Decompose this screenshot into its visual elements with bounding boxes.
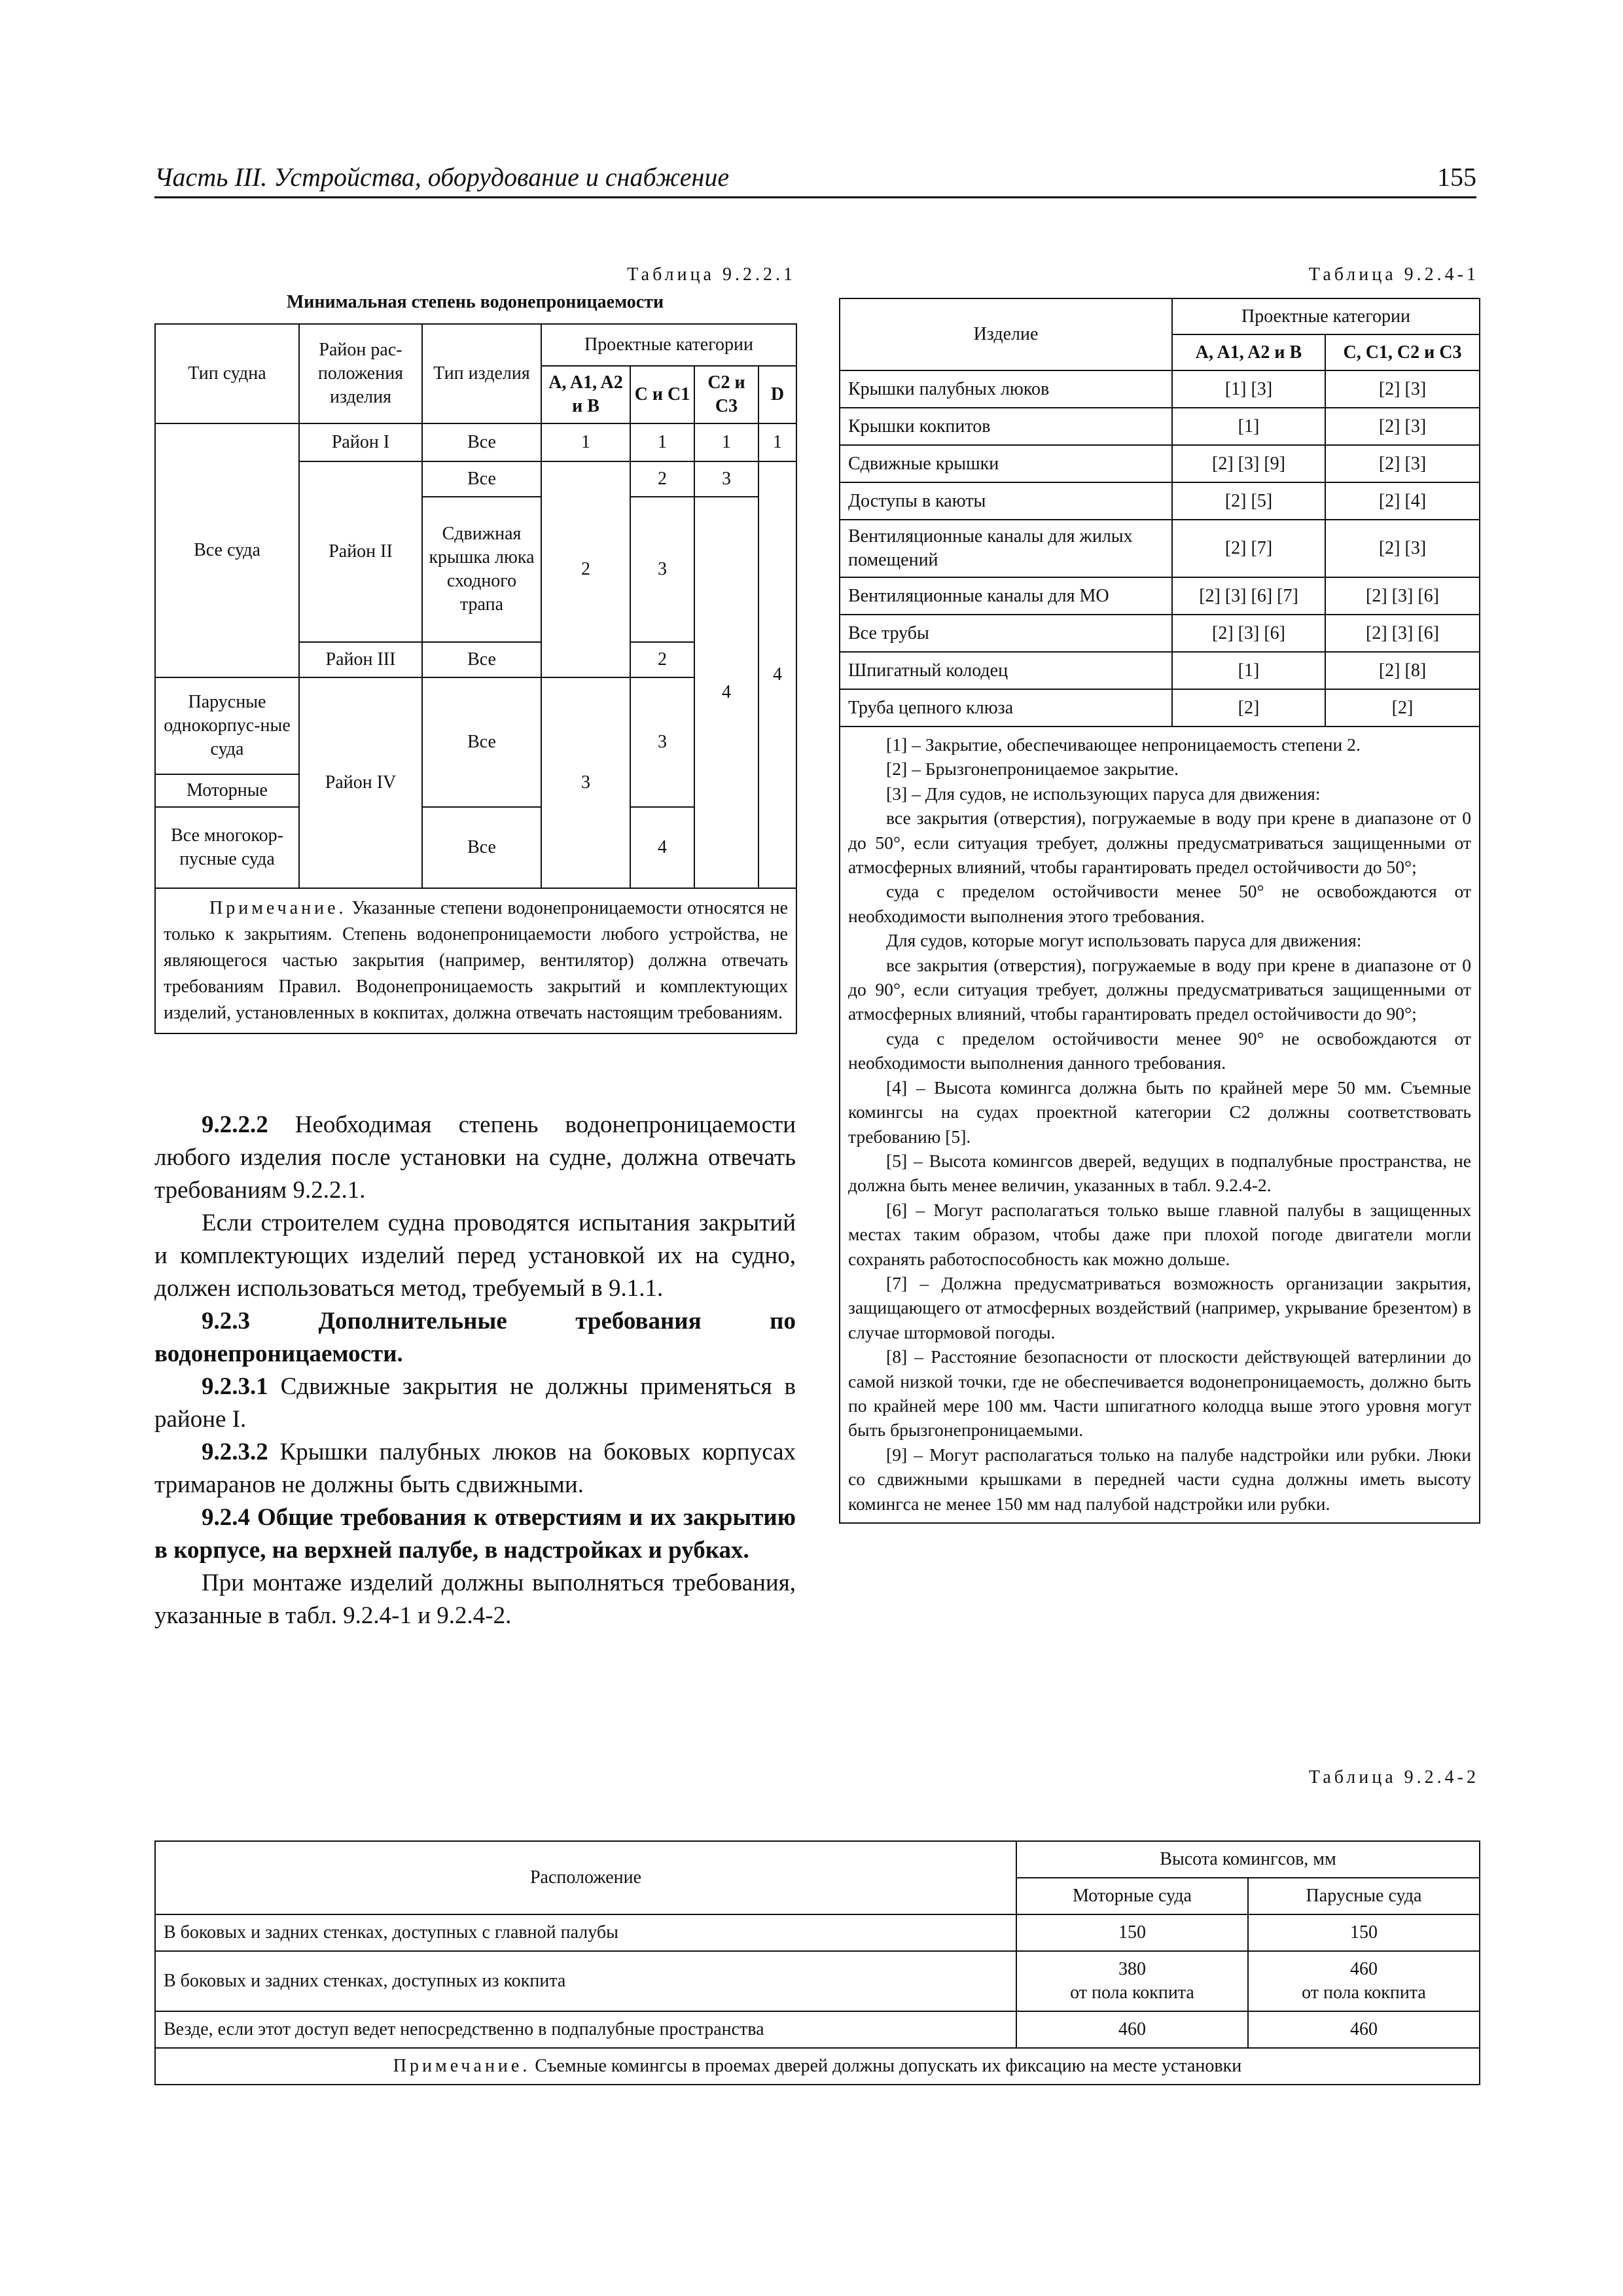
cell-value: 4 <box>694 497 758 888</box>
row-item: Крышки кокпитов <box>840 408 1172 445</box>
th-cat-d: D <box>758 366 796 423</box>
table-9241 <box>839 298 1480 1524</box>
row-c1: [2] [3] [6] [7] <box>1172 577 1325 615</box>
row-item: Крышки палубных люков <box>840 370 1172 408</box>
row-c2: [2] [3] <box>1325 445 1480 482</box>
body-text <box>154 1109 796 1632</box>
paragraph: Если строителем судна проводятся испытания закрытий и комплектующих изделий перед установкой их на судно, должен использоваться метод, требуемый в 9.1.1. <box>154 1210 796 1302</box>
cell-all: Все <box>422 807 541 888</box>
cell-area1: Район I <box>299 423 422 461</box>
section-heading: 9.2.3 Дополнительные требования по водонепроницаемости. <box>154 1308 796 1367</box>
note-item: [5] – Высота комингсов дверей, ведущих в подпалубные пространства, не должна быть менее величин, указанных в табл. 9.2.4-2. <box>848 1150 1471 1196</box>
cell-value: 1 <box>541 423 630 461</box>
row-sail: 460 от пола кокпита <box>1248 1951 1480 2011</box>
row-c2: [2] [3] [6] <box>1325 615 1480 652</box>
cell-value: 4 <box>630 807 694 888</box>
table-9242 <box>154 1840 1480 2085</box>
cell-value: 2 <box>541 461 630 677</box>
cell-all: Все <box>422 642 541 677</box>
paragraph: 9.2.2.2 Необходимая степень водонепроницаемости любого изделия после установки на судне, должна отвечать требованиям 9.2.2.1. <box>154 1111 796 1204</box>
cell-value: 3 <box>630 497 694 642</box>
th-location: Расположение <box>155 1841 1016 1914</box>
th-item: Изделие <box>840 298 1172 370</box>
note-item: суда с пределом остойчивости менее 50° не освобождаются от необходимости выполнения этого требования. <box>848 881 1471 926</box>
row-c1: [1] <box>1172 652 1325 689</box>
row-c1: [2] [3] [6] <box>1172 615 1325 652</box>
th-sail: Парусные суда <box>1248 1878 1480 1914</box>
row-c1: [2] [3] [9] <box>1172 445 1325 482</box>
row-motor: 380 от пола кокпита <box>1016 1951 1248 2011</box>
cell-all: Все <box>422 461 541 497</box>
table-9241-caption: Таблица 9.2.4-1 <box>1308 264 1479 285</box>
th-motor: Моторные суда <box>1016 1878 1248 1914</box>
row-sail-sub: от пола кокпита <box>1302 1982 1426 2003</box>
row-item: Вентиляционные каналы для МО <box>840 577 1172 615</box>
th-cat-c: C, C1, C2 и C3 <box>1325 334 1480 370</box>
row-sail: 150 <box>1248 1914 1480 1951</box>
note-item: [8] – Расстояние безопасности от плоскости действующей ватерлинии до самой низкой точки, где не обеспечивается водонепроницаемость, должно быть по крайней мере 100 мм. Части шпигатного колодца выше этого уровня могут быть брызгонепроницаемыми. <box>848 1346 1471 1441</box>
cell-area2: Район II <box>299 461 422 642</box>
th-cat-c2: C2 и C3 <box>694 366 758 423</box>
row-location: В боковых и задних стенках, доступных с главной палубы <box>155 1914 1016 1951</box>
row-c2: [2] [3] [6] <box>1325 577 1480 615</box>
th-cat-a: A, A1, A2 и B <box>1172 334 1325 370</box>
note-item: [9] – Могут располагаться только на палубе надстройки или рубки. Люки со сдвижными крышками в передней части судна должны иметь высоту комингса не менее 150 мм над палубой надстройки или рубки. <box>848 1444 1471 1514</box>
cell-motor: Моторные <box>155 774 299 807</box>
cell-value: 1 <box>758 423 796 461</box>
table-9221 <box>154 323 797 1034</box>
cell-all-ships: Все суда <box>155 423 299 677</box>
row-location: В боковых и задних стенках, доступных из кокпита <box>155 1951 1016 2011</box>
note-item: [6] – Могут располагаться только выше главной палубы в защищенных местах таким образом, чтобы даже при плохой погоде двигатели могли сохранять работоспособность как можно дольше. <box>848 1199 1471 1269</box>
note-item: все закрытия (отверстия), погружаемые в воду при крене в диапазоне от 0 до 90°, если ситуация требует, должны предусматриваться защищенными от атмосферных влияний, чтобы гарантировать предел остойчивости до 90°; <box>848 954 1471 1024</box>
row-c2: [2] [8] <box>1325 652 1480 689</box>
clause-number: 9.2.3.2 <box>202 1439 268 1465</box>
row-item: Шпигатный колодец <box>840 652 1172 689</box>
cell-value: 2 <box>630 461 694 497</box>
row-item: Труба цепного клюза <box>840 689 1172 726</box>
row-c2: [2] [3] <box>1325 370 1480 408</box>
table-9242-note <box>155 2048 1480 2085</box>
cell-sliding-cover: Сдвижная крышка люка сходного трапа <box>422 497 541 642</box>
note-label: Примечание. <box>209 898 347 918</box>
note-item: [2] – Брызгонепроницаемое закрытие. <box>886 759 1179 780</box>
row-motor: 460 <box>1016 2011 1248 2048</box>
th-item-type: Тип изделия <box>422 324 541 423</box>
th-area: Район рас-положения изделия <box>299 324 422 423</box>
th-ship-type: Тип судна <box>155 324 299 423</box>
note-item: [4] – Высота комингса должна быть по крайней мере 50 мм. Съемные комингсы на судах проектной категории C2 должны соответствовать требованию [5]. <box>848 1077 1471 1147</box>
section-heading: 9.2.4 Общие требования к отверстиям и их закрытию в корпусе, на верхней палубе, в надстройках и рубках. <box>154 1504 796 1564</box>
th-categories: Проектные категории <box>1172 298 1480 334</box>
row-sail: 460 <box>1248 2011 1480 2048</box>
table-9241-notes <box>840 726 1480 1523</box>
row-c1: [2] <box>1172 689 1325 726</box>
th-cat-c: C и C1 <box>630 366 694 423</box>
th-cat-a: A, A1, A2 и B <box>541 366 630 423</box>
cell-all: Все <box>422 677 541 807</box>
note-item: [7] – Должна предусматриваться возможность организации закрытия, защищающего от атмосферных воздействий (например, укрывание брезентом) в случае штормовой погоды. <box>848 1272 1471 1342</box>
cell-sailing: Парусные однокорпус-ные суда <box>155 677 299 774</box>
note-item: Для судов, которые могут использовать паруса для движения: <box>886 930 1362 951</box>
row-item: Доступы в каюты <box>840 482 1172 520</box>
cell-value: 1 <box>630 423 694 461</box>
clause-number: 9.2.3.1 <box>202 1373 268 1400</box>
row-c2: [2] [4] <box>1325 482 1480 520</box>
row-c1: [2] [5] <box>1172 482 1325 520</box>
note-item: все закрытия (отверстия), погружаемые в воду при крене в диапазоне от 0 до 50°, если ситуация требует, должны предусматриваться защищенными от атмосферных влияний, чтобы гарантировать предел остойчивости до 50°; <box>848 808 1471 878</box>
row-c1: [1] [3] <box>1172 370 1325 408</box>
row-motor-sub: от пола кокпита <box>1070 1982 1194 2003</box>
table-9221-title: Минимальная степень водонепроницаемости <box>286 292 664 312</box>
row-item: Вентиляционные каналы для жилых помещений <box>840 520 1172 577</box>
cell-multihull: Все многокор-пусные суда <box>155 807 299 888</box>
note-label: Примечание. <box>393 2056 531 2076</box>
running-header <box>154 156 1476 198</box>
th-height: Высота комингсов, мм <box>1016 1841 1480 1878</box>
note-item: суда с пределом остойчивости менее 90° не освобождаются от необходимости выполнения данного требования. <box>848 1028 1471 1073</box>
row-c1: [2] [7] <box>1172 520 1325 577</box>
page-number: 155 <box>1437 162 1476 192</box>
cell-value: 3 <box>694 461 758 497</box>
cell-value: 1 <box>694 423 758 461</box>
row-location: Везде, если этот доступ ведет непосредственно в подпалубные пространства <box>155 2011 1016 2048</box>
paragraph: При монтаже изделий должны выполняться требования, указанные в табл. 9.2.4-1 и 9.2.4-2. <box>154 1570 796 1629</box>
cell-value: 3 <box>541 677 630 888</box>
th-categories: Проектные категории <box>541 324 796 366</box>
table-9242-caption: Таблица 9.2.4-2 <box>1308 1767 1479 1787</box>
row-c2: [2] [3] <box>1325 408 1480 445</box>
row-c2: [2] [3] <box>1325 520 1480 577</box>
paragraph: 9.2.3.1 Сдвижные закрытия не должны применяться в районе I. <box>154 1373 796 1433</box>
note-item: [1] – Закрытие, обеспечивающее непроницаемость степени 2. <box>886 734 1361 755</box>
cell-area4: Район IV <box>299 677 422 888</box>
table-9221-caption: Таблица 9.2.2.1 <box>627 264 796 285</box>
note-text: Съемные комингсы в проемах дверей должны допускать их фиксацию на месте установки <box>530 2056 1242 2076</box>
header-title: Часть III. Устройства, оборудование и снабжение <box>154 162 730 192</box>
table-9221-note <box>155 888 796 1033</box>
cell-value: 3 <box>630 677 694 807</box>
clause-number: 9.2.2.2 <box>202 1111 268 1138</box>
cell-all: Все <box>422 423 541 461</box>
row-c2: [2] <box>1325 689 1480 726</box>
row-item: Все трубы <box>840 615 1172 652</box>
cell-area3: Район III <box>299 642 422 677</box>
cell-value: 4 <box>758 461 796 888</box>
paragraph: 9.2.3.2 Крышки палубных люков на боковых корпусах тримаранов не должны быть сдвижными. <box>154 1439 796 1498</box>
note-item: [3] – Для судов, не использующих паруса для движения: <box>886 783 1321 804</box>
row-motor: 150 <box>1016 1914 1248 1951</box>
cell-value: 2 <box>630 642 694 677</box>
row-item: Сдвижные крышки <box>840 445 1172 482</box>
note-text: Указанные степени водонепроницаемости относятся не только к закрытиям. Степень водонепроницаемости любого устройства, не являющегося частью закрытия (например, вентилятор) должна отвечать требованиям Правил. Водонепроницаемость закрытий и комплектующих изделий, установленных в кокпитах, должна отвечать настоящим требованиям. <box>164 898 788 1023</box>
row-c1: [1] <box>1172 408 1325 445</box>
